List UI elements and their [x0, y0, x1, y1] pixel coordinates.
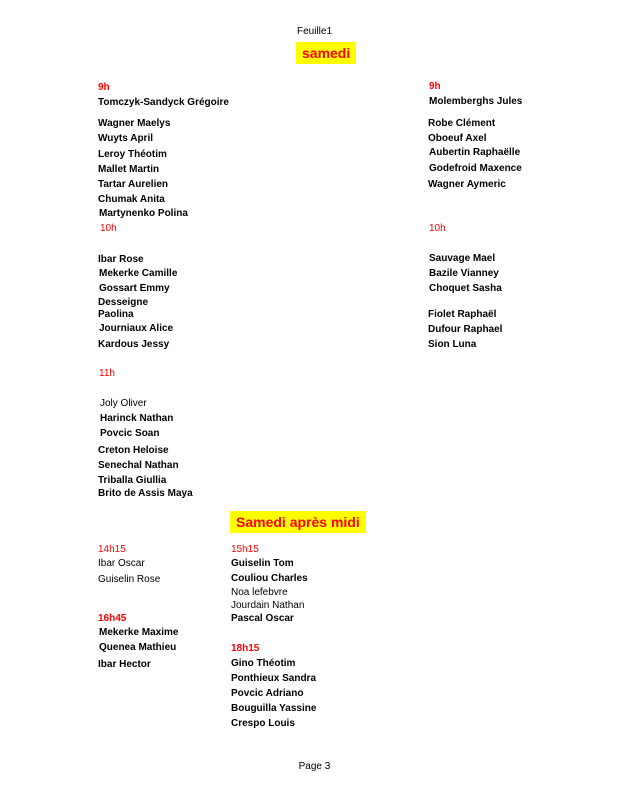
list-item: Desseigne [98, 297, 149, 308]
list-item: Kardous Jessy [98, 339, 170, 350]
list-item: Guiselin Tom [231, 558, 294, 569]
time-slot-14h15: 14h15 [98, 544, 126, 555]
list-item: Fiolet Raphaël [428, 309, 497, 320]
list-item: Sauvage Mael [429, 253, 496, 264]
list-item: Guiselin Rose [98, 574, 161, 585]
list-item: Martynenko Polina [99, 208, 188, 219]
list-item: Mekerke Maxime [99, 627, 179, 638]
list-item: Bazile Vianney [429, 268, 499, 279]
afternoon-title: Samedi après midi [230, 511, 366, 533]
list-item: Quenea Mathieu [99, 642, 177, 653]
list-item: Mallet Martin [98, 164, 160, 175]
list-item: Mekerke Camille [99, 268, 178, 279]
time-slot-18h15: 18h15 [231, 643, 260, 654]
list-item: Paolina [98, 309, 134, 320]
list-item: Aubertin Raphaëlle [429, 147, 521, 158]
time-slot-9h-left: 9h [98, 82, 110, 93]
time-slot-9h-right: 9h [429, 81, 441, 92]
list-item: Tartar Aurelien [98, 179, 169, 190]
list-item: Gossart Emmy [99, 283, 170, 294]
list-item: Wagner Maelys [98, 118, 171, 129]
list-item: Oboeuf Axel [428, 133, 487, 144]
time-slot-11h-left: 11h [99, 368, 115, 379]
list-item: Ibar Hector [98, 659, 151, 670]
list-item: Senechal Nathan [98, 460, 179, 471]
list-item: Leroy Théotim [98, 149, 167, 160]
time-slot-10h-left: 10h [100, 223, 117, 234]
time-slot-16h45: 16h45 [98, 613, 127, 624]
list-item: Povcic Adriano [231, 688, 304, 699]
list-item: Journiaux Alice [99, 323, 174, 334]
list-item: Choquet Sasha [429, 283, 502, 294]
list-item: Wagner Aymeric [428, 179, 506, 190]
page-number: Page 3 [298, 761, 331, 772]
list-item: Tomczyk-Sandyck Grégoire [98, 97, 229, 108]
afternoon-title-cell [230, 515, 366, 531]
sheet-name: Feuille1 [296, 26, 333, 37]
list-item: Sion Luna [428, 339, 477, 350]
list-item: Dufour Raphael [428, 324, 503, 335]
list-item: Harinck Nathan [100, 413, 174, 424]
list-item: Ibar Oscar [98, 558, 145, 569]
time-slot-15h15: 15h15 [231, 544, 259, 555]
list-item: Brito de Assis Maya [98, 488, 193, 499]
list-item: Crespo Louis [231, 718, 295, 729]
list-item: Ibar Rose [98, 254, 144, 265]
list-item: Chumak Anita [98, 194, 165, 205]
list-item: Bouguilla Yassine [231, 703, 317, 714]
list-item: Jourdain Nathan [231, 600, 305, 611]
list-item: Couliou Charles [231, 573, 308, 584]
list-item: Wuyts April [98, 133, 154, 144]
list-item: Robe Clément [428, 118, 496, 129]
time-slot-10h-right: 10h [429, 223, 446, 234]
list-item: Povcic Soan [100, 428, 160, 439]
list-item: Noa lefebvre [231, 587, 288, 598]
morning-title-cell [296, 46, 356, 62]
list-item: Molemberghs Jules [429, 96, 523, 107]
list-item: Godefroid Maxence [429, 163, 522, 174]
morning-title: samedi [296, 42, 356, 64]
list-item: Creton Heloise [98, 445, 169, 456]
list-item: Joly Oliver [100, 398, 147, 409]
list-item: Pascal Oscar [231, 613, 294, 624]
list-item: Gino Théotim [231, 658, 296, 669]
list-item: Triballa Giullia [98, 475, 167, 486]
list-item: Ponthieux Sandra [231, 673, 317, 684]
